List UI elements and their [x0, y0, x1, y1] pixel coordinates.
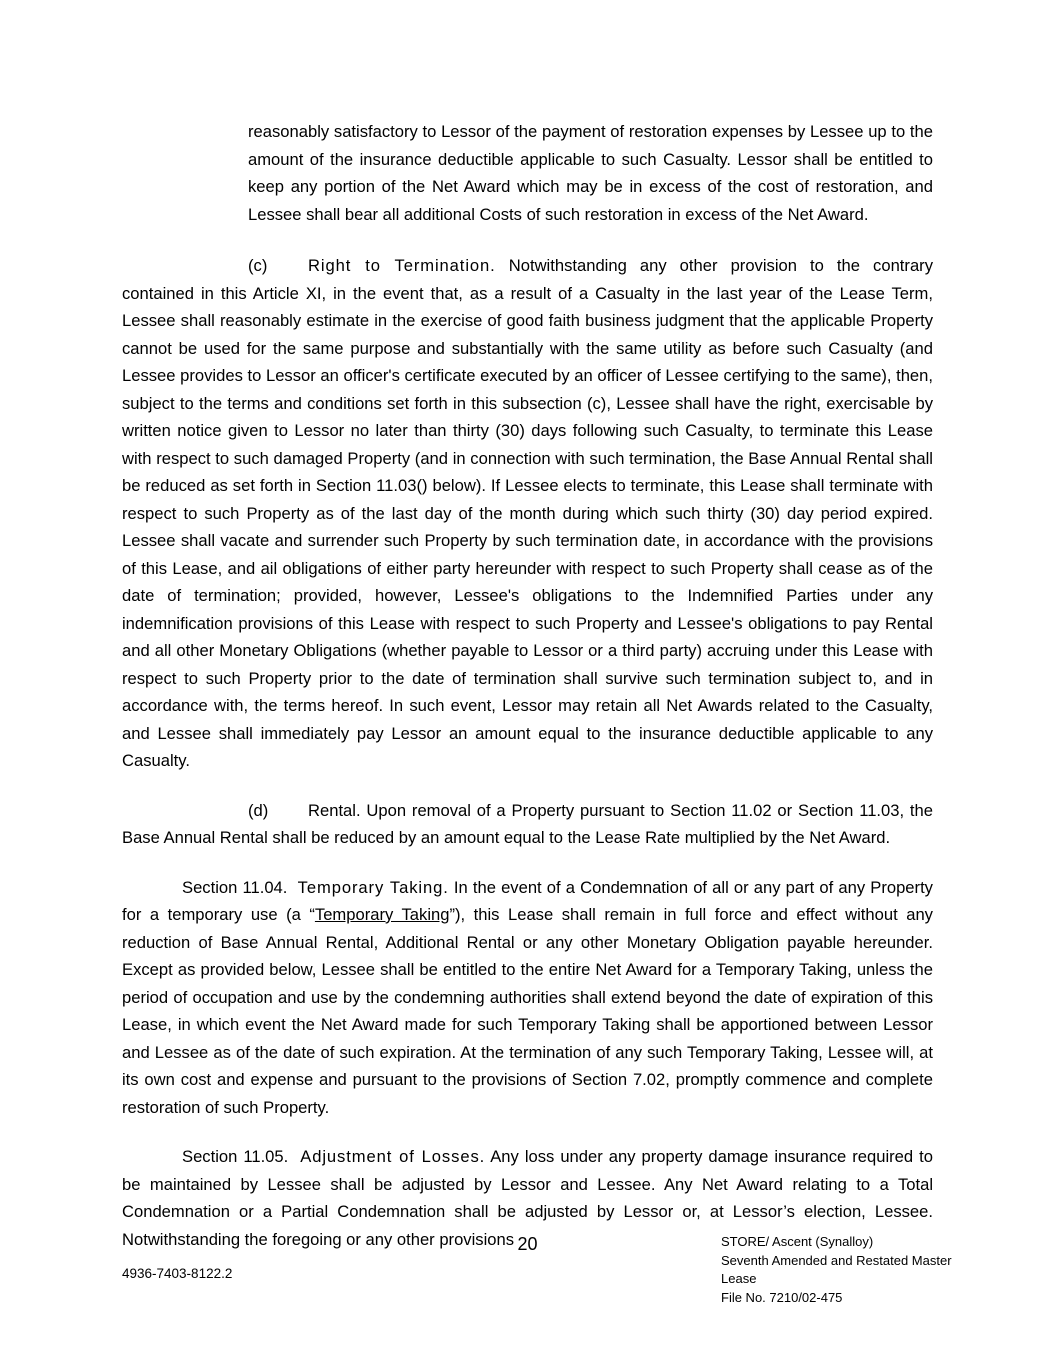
defined-term-temporary-taking: Temporary Taking: [314, 905, 450, 924]
page-number: 20: [517, 1234, 538, 1254]
stamp-line-1: STORE/ Ascent (Synalloy): [721, 1234, 874, 1249]
section-11-04-text-before: In the event of a Condemnation of all or any part of any Property for a temporary use (a “: [122, 877, 933, 924]
paragraph-restoration-continuation: reasonably satisfactory to Lessor of the payment of restoration expenses by Lessee up to the amount of the insurance deductible applicable to such Casualty. Lessor shall be entitled to keep any portion of the Net Award which may be in excess of the cost of restoration, and Lessee shall bear all additional Costs of such restoration in excess of the Net Award.: [248, 122, 933, 224]
paragraph-subsection-c: [122, 252, 933, 775]
subsection-c-marker: (c): [248, 256, 268, 275]
page-footer: [0, 1233, 1055, 1303]
section-11-05-number: Section 11.05.: [182, 1147, 289, 1166]
stamp-line-2: Seventh Amended and Restated Master Lease: [721, 1252, 952, 1286]
subsection-c-body: Notwithstanding any other provision to the contrary contained in this Article XI, in the event that, as a result of a Casualty in the last year of the Lease Term, Lessee shall reasonably estimate in the exercise of good faith business judgment that the applicable Property cannot be used for the same purpose and substantially with the same utility as before such Casualty (and Lessee provides to Lessor an officer's certificate executed by an officer of Lessee certifying to the same), then, subject to the terms and conditions set forth in this subsection (c), Lessee shall have the right, exercisable by written notice given to Lessor no later than thirty (30) days following such Casualty, to terminate this Lease with respect to such damaged Property (and in connection with such termination, the Base Annual Rental shall be reduced as set forth in Section 11.03() below). If Lessee elects to terminate, this Lease shall terminate with respect to such Property as of the last day of the month during which such thirty (30) day period expired. Lessee shall vacate and surrender such Property by such termination date, in accordance with the provisions of this Lease, and ail obligations of either party hereunder with respect to such Property shall cease as of the date of termination; provided, however, Lessee's obligations to the Indemnified Parties under any indemnification provisions of this Lease with respect to such Property and Lessee's obligations to pay Rental and all other Monetary Obligations (whether payable to Lessor or a third party) accruing under this Lease with respect to such Property prior to the date of termination shall survive such termination subject to, and in accordance with, the terms hereof. In such event, Lessor may retain all Net Awards related to the Casualty, and Lessee shall immediately pay Lessor an amount equal to the insurance deductible applicable to any Casualty.: [122, 256, 933, 770]
paragraph-subsection-d: [122, 797, 933, 852]
section-11-05-body: Any loss under any property damage insurance required to be maintained by Lessee shall be adjusted by Lessor and Lessee. Any Net Award relating to a Total Condemnation or a Partial Condemnation shall be adjusted by Lessor or, at Lessor’s election, Lessee. Notwithstanding the foregoing or any other provisions: [122, 1147, 933, 1249]
stamp-line-3: File No. 7210/02-475: [721, 1289, 843, 1305]
subsection-d-marker: (d): [248, 800, 269, 820]
section-11-04-number: Section 11.04.: [182, 877, 288, 897]
subsection-d-heading: Rental.: [308, 800, 361, 820]
paragraph-section-11-04: [122, 874, 933, 1122]
section-11-05-heading: Adjustment of Losses.: [300, 1147, 486, 1166]
subsection-c-heading: Right to Termination.: [308, 256, 496, 275]
document-id: 4936-7403-8122.2: [122, 1266, 233, 1281]
document-stamp: [721, 1233, 981, 1307]
subsection-d-body: Upon removal of a Property pursuant to Section 11.02 or Section 11.03, the Base Annual Rental shall be reduced by an amount equal to the Lease Rate multiplied by the Net Award.: [122, 800, 933, 847]
section-11-04-heading: Temporary Taking.: [297, 877, 449, 897]
section-11-04-text-after: ”), this Lease shall remain in full force and effect without any reduction of Base Annual Rental, Additional Rental or any other Monetary Obligation payable hereunder. Except as provided below, Lessee shall be entitled to the entire Net Award for a Temporary Taking, unless the period of occupation and use by the condemning authorities shall extend beyond the date of expiration of this Lease, in which event the Net Award made for such Temporary Taking shall be apportioned between Lessor and Lessee as of the date of such expiration. At the termination of any such Temporary Taking, Lessee will, at its own cost and expense and pursuant to the provisions of Section 7.02, promptly commence and complete restoration of such Property.: [122, 905, 933, 1117]
